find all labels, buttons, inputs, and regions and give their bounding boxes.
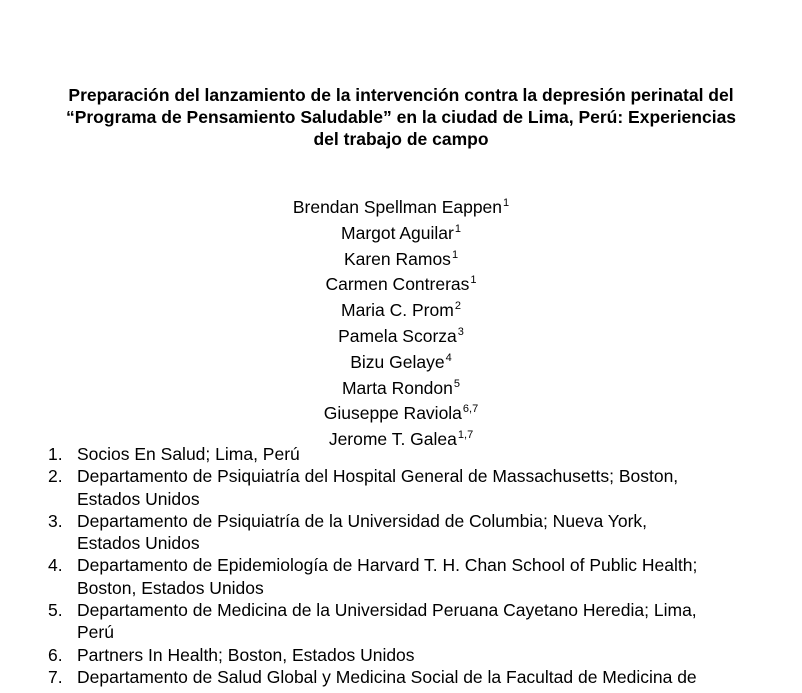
title-line: “Programa de Pensamiento Saludable” en la ciudad de Lima, Perú: Experiencias: [65, 107, 737, 127]
author-name: Maria C. Prom: [341, 300, 454, 321]
affiliation-number: 6.: [48, 644, 63, 665]
affiliation-text: Perú: [77, 622, 114, 643]
affiliation-item: [48, 644, 788, 666]
author-entry: [0, 402, 802, 428]
author-affiliation-marker: 1: [454, 222, 461, 235]
author-affiliation-marker: 6,7: [462, 403, 479, 416]
title-line: del trabajo de campo: [313, 129, 489, 149]
affiliation-list: [48, 443, 788, 688]
author-entry: [0, 377, 802, 403]
author-affiliation-marker: 1: [470, 274, 477, 287]
author-affiliation-marker: 1,7: [457, 429, 474, 442]
author-list: [0, 196, 802, 454]
affiliation-text: Partners In Health; Boston, Estados Unidos: [77, 644, 415, 665]
affiliation-text: Departamento de Epidemiología de Harvard T. H. Chan School of Public Health;: [77, 555, 698, 576]
affiliation-text: Socios En Salud; Lima, Perú: [77, 444, 300, 464]
affiliation-number: 3.: [48, 510, 63, 531]
affiliation-number: 2.: [48, 466, 63, 487]
author-name: Bizu Gelaye: [350, 351, 445, 372]
affiliation-item: [48, 599, 788, 644]
author-entry: [0, 222, 802, 248]
affiliation-item: [48, 465, 788, 510]
affiliation-number: 4.: [48, 555, 63, 576]
affiliation-text: Departamento de Psiquiatría de la Universidad de Columbia; Nueva York,: [77, 510, 648, 531]
affiliation-number: 7.: [48, 666, 63, 687]
author-name: Margot Aguilar: [341, 222, 454, 243]
author-entry: [0, 299, 802, 325]
affiliation-text: Departamento de Medicina de la Universidad Peruana Cayetano Heredia; Lima,: [77, 600, 697, 621]
author-name: Carmen Contreras: [325, 274, 470, 295]
author-entry: [0, 196, 802, 222]
author-affiliation-marker: 1: [451, 248, 459, 261]
affiliation-number: 5.: [48, 600, 63, 621]
affiliation-item: [48, 666, 788, 688]
affiliation-text: Departamento de Psiquiatría del Hospital General de Massachusetts; Boston,: [77, 466, 679, 487]
paper-title: [20, 84, 782, 150]
author-name: Giuseppe Raviola: [323, 403, 462, 424]
affiliation-number: 1.: [48, 444, 63, 464]
author-name: Jerome T. Galea: [328, 429, 457, 450]
author-affiliation-marker: 5: [453, 377, 461, 390]
author-entry: [0, 248, 802, 274]
affiliation-item: [48, 443, 788, 465]
affiliation-text: Estados Unidos: [77, 488, 200, 509]
affiliation-item: [48, 510, 788, 555]
author-entry: [0, 273, 802, 299]
author-affiliation-marker: 4: [445, 351, 452, 364]
author-affiliation-marker: 2: [454, 300, 461, 313]
affiliation-text: Estados Unidos: [77, 533, 200, 554]
affiliation-text: Boston, Estados Unidos: [77, 577, 264, 598]
author-entry: [0, 351, 802, 377]
author-affiliation-marker: 1: [503, 197, 510, 209]
author-name: Brendan Spellman Eappen: [292, 197, 503, 217]
author-name: Karen Ramos: [343, 248, 451, 269]
author-name: Pamela Scorza: [338, 325, 457, 346]
author-entry: [0, 325, 802, 351]
affiliation-item: [48, 554, 788, 599]
author-name: Marta Rondon: [341, 377, 453, 398]
author-affiliation-marker: 3: [457, 325, 464, 338]
affiliation-text: Departamento de Salud Global y Medicina Social de la Facultad de Medicina de: [77, 666, 697, 687]
title-line: Preparación del lanzamiento de la intervención contra la depresión perinatal del: [68, 85, 734, 105]
